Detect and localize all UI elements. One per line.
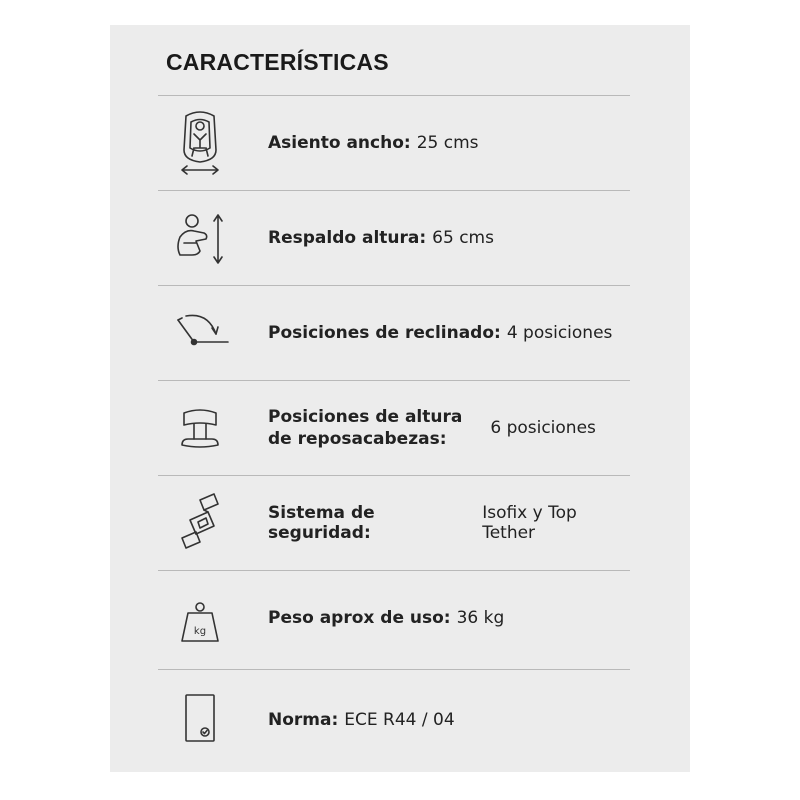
row-text bbox=[268, 476, 630, 570]
row-text bbox=[268, 286, 612, 380]
row-value: 36 kg bbox=[456, 608, 505, 628]
row-backrest-height bbox=[158, 191, 630, 285]
row-value: ECE R44 / 04 bbox=[344, 710, 455, 730]
row-label bbox=[268, 406, 462, 450]
seatbelt-buckle-icon bbox=[170, 488, 230, 558]
row-text bbox=[268, 381, 596, 475]
row-value: 25 cms bbox=[416, 133, 479, 153]
row-label: Peso aprox de uso: bbox=[268, 608, 451, 628]
row-text bbox=[268, 191, 494, 285]
row-label: Respaldo altura: bbox=[268, 228, 427, 248]
row-standard bbox=[158, 673, 630, 767]
recline-icon bbox=[170, 298, 230, 368]
weight-icon bbox=[170, 583, 230, 653]
row-seat-width bbox=[158, 96, 630, 190]
row-recline-positions bbox=[158, 286, 630, 380]
seat-width-icon bbox=[170, 108, 230, 178]
section-title: CARACTERÍSTICAS bbox=[166, 49, 389, 75]
row-text bbox=[268, 96, 479, 190]
row-label: Norma: bbox=[268, 710, 339, 730]
certification-document-icon bbox=[170, 685, 230, 755]
weight-icon-label: kg bbox=[193, 626, 207, 637]
row-usage-weight bbox=[158, 571, 630, 665]
row-text bbox=[268, 673, 455, 767]
row-label: Asiento ancho: bbox=[268, 133, 411, 153]
row-value: 4 posiciones bbox=[506, 323, 613, 343]
row-text bbox=[268, 571, 504, 665]
row-safety-system bbox=[158, 476, 630, 570]
row-value: 6 posiciones bbox=[490, 418, 596, 438]
row-label: Posiciones de reclinado: bbox=[268, 323, 501, 343]
row-value: 65 cms bbox=[432, 228, 494, 248]
characteristics-panel bbox=[110, 25, 690, 772]
headrest-icon bbox=[170, 393, 230, 463]
divider bbox=[158, 669, 630, 670]
backrest-height-icon bbox=[170, 203, 230, 273]
row-headrest-positions bbox=[158, 381, 630, 475]
row-label: Sistema de seguridad: bbox=[268, 503, 375, 543]
row-label-line1: Posiciones de altura bbox=[268, 407, 463, 427]
row-label-line2: de reposacabezas: bbox=[268, 429, 447, 449]
row-value: Isofix y Top Tether bbox=[482, 503, 577, 543]
